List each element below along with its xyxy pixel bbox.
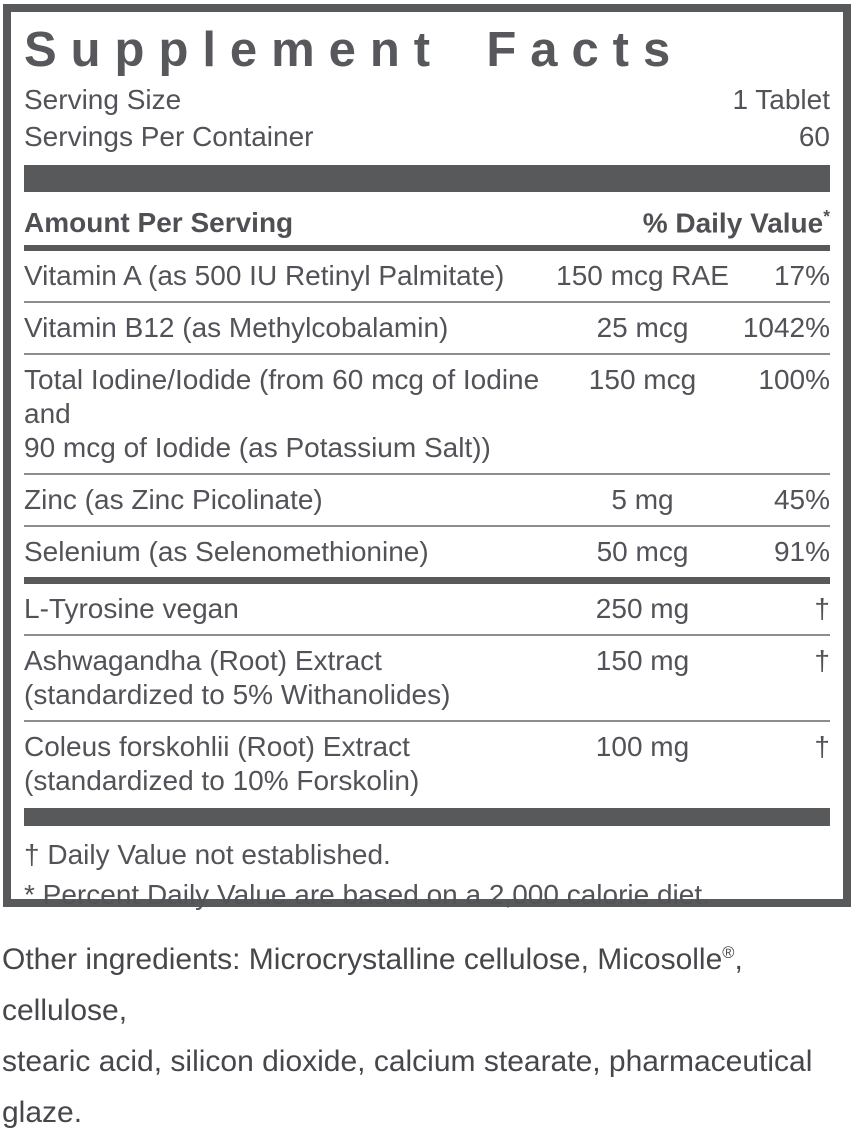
nutrient-name: Ashwagandha (Root) Extract <box>24 645 382 677</box>
nutrient-name: Vitamin A (as 500 IU Retinyl Palmitate) <box>24 260 505 292</box>
nutrient-row-iodine <box>24 355 830 473</box>
other-ingredients-line1: Other ingredients: Microcrystalline cellulose, Micosolle <box>2 943 723 976</box>
other-ingredients <box>2 928 853 1138</box>
panel-title: Supplement Facts <box>24 23 685 77</box>
registered-trademark-mark: ® <box>722 944 735 962</box>
table-header <box>24 199 830 245</box>
daily-value-header: % Daily Value* <box>642 206 830 239</box>
serving-info <box>24 81 830 155</box>
footnotes <box>24 826 830 915</box>
nutrient-amount: 150 mcg <box>588 364 697 396</box>
nutrient-daily-value: 100% <box>758 364 830 396</box>
nutrient-daily-value: † <box>814 645 830 677</box>
nutrient-row-coleus <box>24 722 830 806</box>
divider-thick-top <box>24 165 830 192</box>
serving-size-value: 1 Tablet <box>732 84 830 115</box>
serving-size-row <box>24 81 830 118</box>
divider-medium <box>24 577 830 584</box>
nutrient-amount: 5 mg <box>611 484 674 516</box>
nutrient-daily-value: 17% <box>773 260 830 292</box>
nutrient-name: Selenium (as Selenomethionine) <box>24 536 429 568</box>
nutrient-amount: 25 mcg <box>596 312 689 344</box>
nutrient-amount: 100 mg <box>595 731 690 763</box>
nutrient-name: Zinc (as Zinc Picolinate) <box>24 484 323 516</box>
other-ingredients-line1-end: , cellulose, <box>2 943 743 1027</box>
nutrient-row-vitamin-b12 <box>24 303 830 353</box>
servings-per-container-label: Servings Per Container <box>24 121 314 152</box>
nutrient-name-line2: (standardized to 10% Forskolin) <box>24 765 420 797</box>
nutrient-daily-value: 45% <box>773 484 830 516</box>
serving-size-label: Serving Size <box>24 84 182 115</box>
nutrient-amount: 50 mcg <box>596 536 689 568</box>
nutrient-name: Coleus forskohlii (Root) Extract <box>24 731 410 763</box>
nutrient-daily-value: 91% <box>773 536 830 568</box>
supplement-facts-panel <box>3 4 851 911</box>
nutrient-name: Total Iodine/Iodide (from 60 mcg of Iodine and <box>24 364 540 430</box>
footnote-asterisk: * Percent Daily Value are based on a 2,000 calorie diet. <box>24 879 710 911</box>
nutrient-amount: 150 mcg RAE <box>556 260 729 292</box>
nutrient-name-line2: (standardized to 5% Withanolides) <box>24 679 451 711</box>
nutrient-row-selenium <box>24 527 830 577</box>
servings-per-container-value: 60 <box>798 121 830 152</box>
servings-per-container-row <box>24 118 830 155</box>
nutrient-daily-value: † <box>814 593 830 625</box>
divider-thick-bottom <box>24 808 830 826</box>
nutrient-row-zinc <box>24 475 830 525</box>
daily-value-asterisk: * <box>823 206 830 226</box>
nutrient-name: L-Tyrosine vegan <box>24 593 239 625</box>
nutrient-name: Vitamin B12 (as Methylcobalamin) <box>24 312 449 344</box>
footnote-dagger: † Daily Value not established. <box>24 839 391 871</box>
nutrient-row-l-tyrosine <box>24 584 830 634</box>
amount-per-serving-header: Amount Per Serving <box>24 207 294 239</box>
nutrient-row-ashwagandha <box>24 636 830 720</box>
nutrient-row-vitamin-a <box>24 251 830 301</box>
nutrient-amount: 150 mg <box>595 645 690 677</box>
nutrient-daily-value: 1042% <box>742 312 830 344</box>
nutrient-daily-value: † <box>814 731 830 763</box>
nutrient-amount: 250 mg <box>595 593 690 625</box>
nutrient-name-line2: 90 mcg of Iodide (as Potassium Salt)) <box>24 432 491 464</box>
other-ingredients-line2: stearic acid, silicon dioxide, calcium stearate, pharmaceutical glaze. <box>2 1045 813 1129</box>
